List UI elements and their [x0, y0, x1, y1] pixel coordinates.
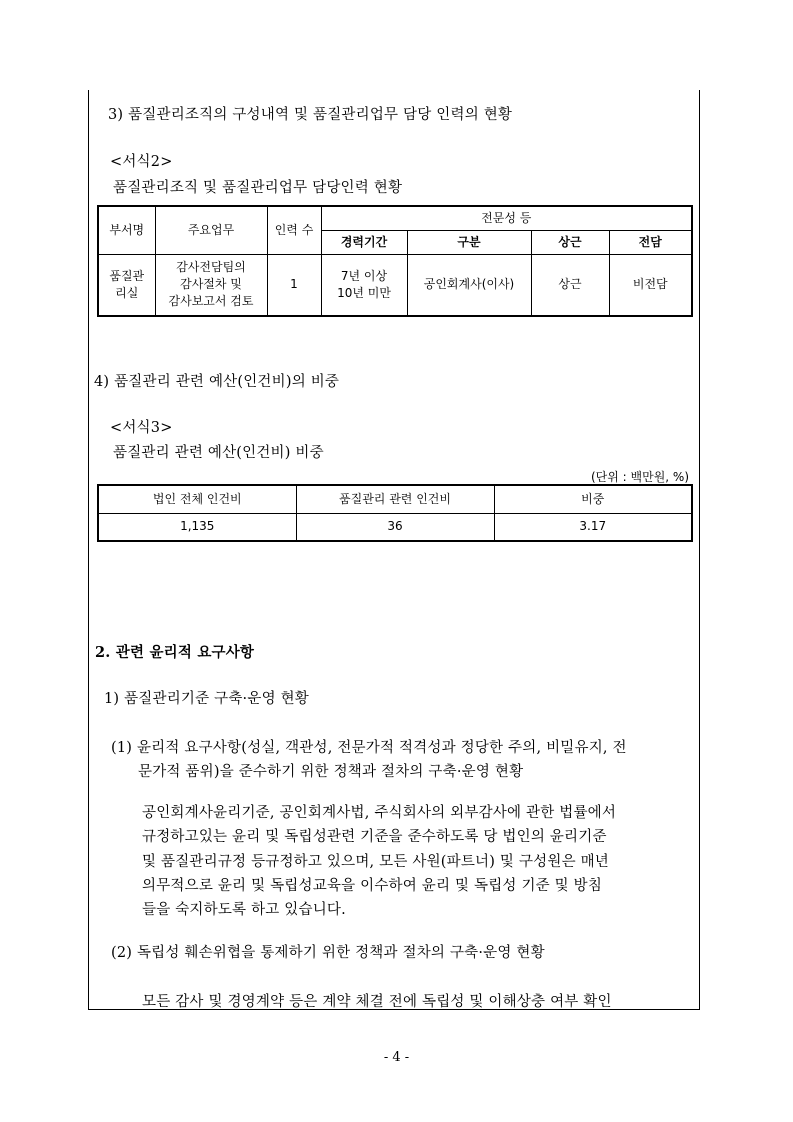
- header-ratio: 비중: [494, 485, 692, 513]
- budget-table: [97, 484, 693, 542]
- section-3-heading: 3) 품질관리조직의 구성내역 및 품질관리업무 담당 인력의 현황: [108, 107, 513, 123]
- item-1-body-line: 들을 숙지하도록 하고 있습니다.: [142, 902, 346, 918]
- header-dept: 부서명: [98, 206, 155, 254]
- item-2-body-line: 모든 감사 및 경영계약 등은 계약 체결 전에 독립성 및 이해상충 여부 확인: [142, 994, 612, 1010]
- header-fulltime: 상근: [531, 230, 609, 254]
- cell-ratio: 3.17: [494, 513, 692, 541]
- section-4-heading: 4) 품질관리 관련 예산(인건비)의 비중: [94, 374, 340, 390]
- cell-career-line-2: 10년 미만: [337, 285, 391, 300]
- cell-career-line-1: 7년 이상: [340, 268, 388, 283]
- quality-staff-table: [97, 205, 693, 317]
- cell-duty: [155, 254, 267, 316]
- cell-dedicated: 비전담: [609, 254, 692, 316]
- cell-career: [321, 254, 407, 316]
- cell-fulltime: 상근: [531, 254, 609, 316]
- item-1-body-line: 공인회계사윤리기준, 공인회계사법, 주식회사의 외부감사에 관한 법률에서: [142, 805, 617, 821]
- item-1-heading-line-2: 문가적 품위)을 준수하기 위한 정책과 절차의 구축·운영 현황: [138, 764, 524, 780]
- cell-dept-line-1: 품질관: [109, 268, 145, 283]
- header-staff: 인력 수: [267, 206, 321, 254]
- form-3-number: <서식3>: [110, 420, 173, 436]
- form-2-title: 품질관리조직 및 품질관리업무 담당인력 현황: [113, 180, 403, 196]
- header-career: 경력기간: [321, 230, 407, 254]
- header-type: 구분: [407, 230, 531, 254]
- table-row: [98, 513, 692, 541]
- header-dedicated: 전담: [609, 230, 692, 254]
- item-1-body-line: 및 품질관리규정 등규정하고 있으며, 모든 사원(파트너) 및 구성원은 매년: [142, 854, 609, 870]
- unit-label: (단위 : 백만원, %): [590, 470, 689, 484]
- subsection-1-heading: 1) 품질관리기준 구축·운영 현황: [104, 691, 310, 707]
- item-2-heading: (2) 독립성 훼손위협을 통제하기 위한 정책과 절차의 구축·운영 현황: [111, 945, 545, 961]
- form-2-number: <서식2>: [110, 154, 173, 170]
- item-1-body-line: 의무적으로 윤리 및 독립성교육을 이수하여 윤리 및 독립성 기준 및 방침: [142, 878, 603, 894]
- chapter-2-heading: 2. 관련 윤리적 요구사항: [95, 644, 255, 661]
- cell-type: 공인회계사(이사): [407, 254, 531, 316]
- cell-staff: 1: [267, 254, 321, 316]
- cell-total-labor: 1,135: [98, 513, 296, 541]
- cell-duty-line-2: 감사절차 및: [180, 277, 242, 292]
- page-number: - 4 -: [383, 1050, 410, 1065]
- item-1-heading-line-1: (1) 윤리적 요구사항(성실, 객관성, 전문가적 적격성과 정당한 주의, 비밀유지, 전: [111, 740, 627, 756]
- cell-dept: [98, 254, 155, 316]
- cell-duty-line-3: 감사보고서 검토: [168, 294, 254, 309]
- header-total-labor: 법인 전체 인건비: [98, 485, 296, 513]
- cell-duty-line-1: 감사전담팀의: [176, 260, 246, 275]
- header-qc-labor: 품질관리 관련 인건비: [296, 485, 494, 513]
- table-row: [98, 254, 692, 316]
- form-3-title: 품질관리 관련 예산(인건비) 비중: [113, 445, 324, 461]
- header-duty: 주요업무: [155, 206, 267, 254]
- header-expertise: 전문성 등: [321, 206, 692, 230]
- cell-dept-line-2: 리실: [115, 285, 139, 300]
- item-1-body-line: 규정하고있는 윤리 및 독립성관련 기준을 준수하도록 당 법인의 윤리기준: [142, 829, 607, 845]
- cell-qc-labor: 36: [296, 513, 494, 541]
